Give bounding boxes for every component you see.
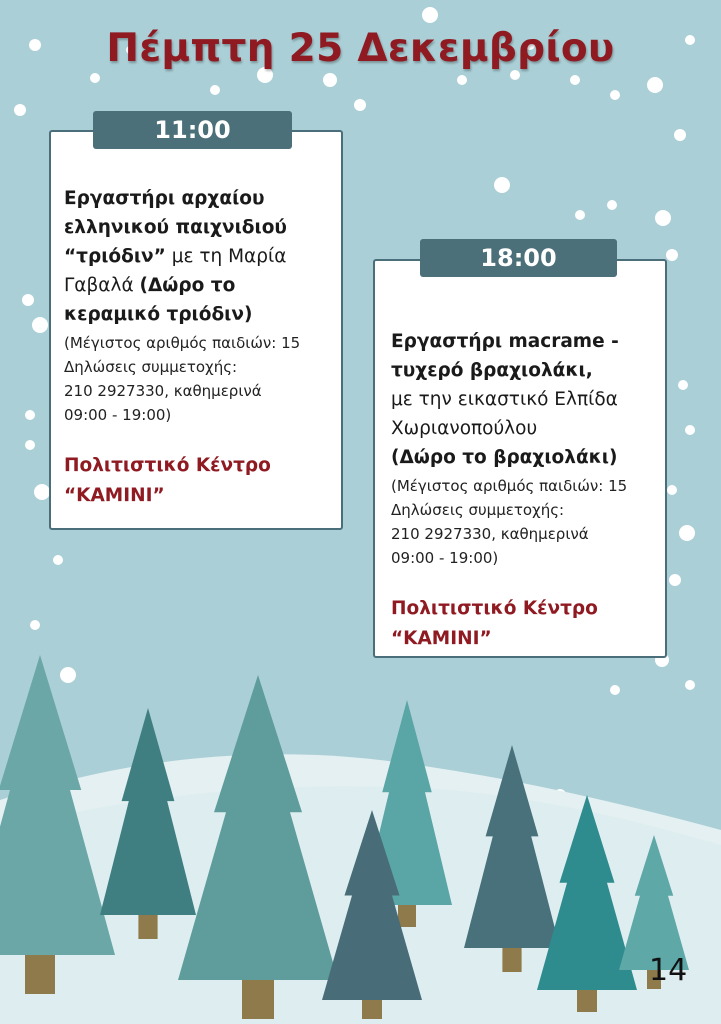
event-title: [64, 184, 300, 329]
event-title-line: [64, 300, 300, 329]
snowflake-dot-icon: [570, 75, 580, 85]
page-number: 14: [649, 953, 688, 988]
snowflake-dot-icon: [60, 667, 76, 683]
snowflake-dot-icon: [22, 294, 34, 306]
event-title-segment: τυχερό βραχιολάκι,: [391, 360, 593, 381]
event-title-segment: Χωριανοπούλου: [391, 418, 538, 439]
event-title: [391, 327, 627, 472]
snowflake-dot-icon: [685, 680, 695, 690]
tree-trunk: [25, 949, 55, 994]
event-time-badge-1: 11:00: [93, 111, 292, 149]
event-detail-line: (Μέγιστος αριθμός παιδιών: 15: [64, 334, 301, 352]
event-card-2: [373, 259, 667, 658]
snowflake-dot-icon: [494, 177, 510, 193]
snowflake-dot-icon: [210, 85, 220, 95]
snowflake-dot-icon: [14, 104, 26, 116]
snowflake-dot-icon: [34, 484, 50, 500]
event-title-segment: Εργαστήρι αρχαίου: [64, 188, 265, 209]
event-title-line: [391, 327, 627, 356]
snowflake-dot-icon: [667, 485, 677, 495]
event-title-segment: “τριόδιν”: [64, 246, 166, 267]
event-detail-line: 210 2927330, καθημερινά: [391, 525, 589, 543]
snowflake-dot-icon: [354, 99, 366, 111]
snowflake-dot-icon: [90, 73, 100, 83]
event-time-badge-2: 18:00: [420, 239, 617, 277]
snowflake-dot-icon: [607, 200, 617, 210]
event-detail-line: Δηλώσεις συμμετοχής:: [64, 358, 238, 376]
snowflake-dot-icon: [25, 440, 35, 450]
event-venue-line: Πολιτιστικό Κέντρο: [391, 598, 598, 619]
event-details: [64, 331, 300, 427]
event-title-line: [64, 213, 300, 242]
event-title-line: [64, 184, 300, 213]
snowflake-dot-icon: [510, 70, 520, 80]
event-title-segment: με την εικαστικό Ελπίδα: [391, 389, 618, 410]
event-venue-line: “ΚΑΜΙΝΙ”: [391, 628, 492, 649]
snowflake-dot-icon: [610, 685, 620, 695]
snowflake-dot-icon: [30, 620, 40, 630]
event-title-segment: (Δώρο το βραχιολάκι): [391, 447, 618, 468]
event-detail-line: (Μέγιστος αριθμός παιδιών: 15: [391, 477, 628, 495]
snowflake-dot-icon: [685, 425, 695, 435]
event-card-1: [49, 130, 343, 530]
event-title-segment: με τη Μαρία: [165, 246, 287, 267]
snowflake-dot-icon: [32, 317, 48, 333]
event-venue: [391, 594, 627, 654]
event-title-segment: Εργαστήρι macrame -: [391, 331, 619, 352]
event-title-line: [391, 356, 627, 385]
event-detail-line: 09:00 - 19:00): [64, 406, 172, 424]
event-title-line: [391, 443, 627, 472]
event-title-line: [391, 385, 627, 414]
event-venue: [64, 451, 300, 511]
snowflake-dot-icon: [610, 90, 620, 100]
snowflake-dot-icon: [655, 210, 671, 226]
event-title-segment: (Δώρο το: [139, 275, 236, 296]
event-title-segment: Γαβαλά: [64, 275, 140, 296]
snowflake-dot-icon: [647, 77, 663, 93]
event-detail-line: 09:00 - 19:00): [391, 549, 499, 567]
tree-trunk: [242, 974, 274, 1019]
event-title-line: [391, 414, 627, 443]
snowflake-dot-icon: [25, 410, 35, 420]
snowflake-dot-icon: [575, 210, 585, 220]
event-venue-line: Πολιτιστικό Κέντρο: [64, 455, 271, 476]
snowflake-dot-icon: [323, 73, 337, 87]
snowflake-dot-icon: [678, 380, 688, 390]
event-details: [391, 474, 627, 570]
snowflake-dot-icon: [674, 129, 686, 141]
event-title-line: [64, 242, 300, 271]
snowflake-dot-icon: [669, 574, 681, 586]
event-title-segment: ελληνικού παιχνιδιού: [64, 217, 287, 238]
event-detail-line: Δηλώσεις συμμετοχής:: [391, 501, 565, 519]
snowflake-dot-icon: [457, 75, 467, 85]
event-venue-line: “ΚΑΜΙΝΙ”: [64, 485, 165, 506]
event-detail-line: 210 2927330, καθημερινά: [64, 382, 262, 400]
snowflake-dot-icon: [422, 7, 438, 23]
event-title-line: [64, 271, 300, 300]
event-title-segment: κεραμικό τριόδιν): [64, 304, 253, 325]
snowflake-dot-icon: [666, 249, 678, 261]
snowflake-dot-icon: [679, 525, 695, 541]
page-title: Πέμπτη 25 Δεκεμβρίου: [106, 26, 615, 71]
snowflake-dot-icon: [53, 555, 63, 565]
